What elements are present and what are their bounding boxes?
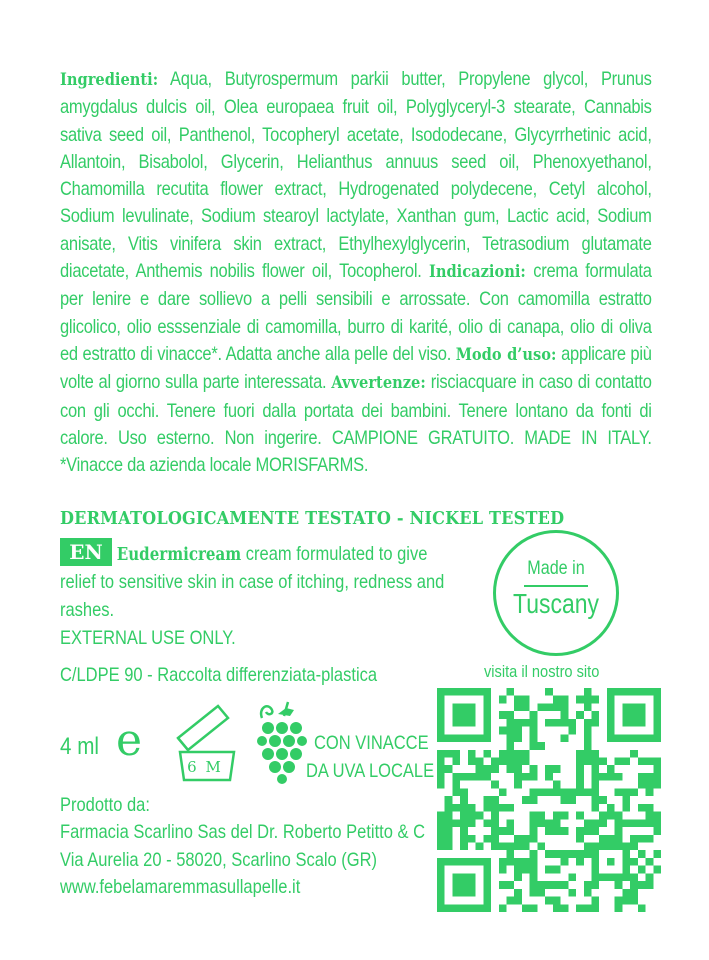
indications-label: Indicazioni: — [428, 262, 526, 283]
grape-icon — [256, 700, 310, 784]
badge-line-1: Made in — [527, 558, 585, 579]
ingredients-text: Aqua, Butyrospermum parkii butter, Propylene glycol, Prunus amygdalus dulcis oil, Olea europaea fruit oil, Polyglyceryl-3 stearate, Cannabis sativa seed oil, Panthenol, Tocopheryl acetate, Isododecane, Glycyrrhetinic acid, Allantoin, Bisabolol, Glycerin, Helianthus annuus seed oil, Phenoxyethanol, Chamomilla recutita flower extract, Hydrogenated polydecene, Cetyl alcohol, Sodium levulinate, Sodium stearoyl lactylate, Xanthan gum, Lactic acid, Sodium anisate, Vitis vinifera skin extract, Ethylhexylglycerin, Tetrasodium glutamate diacetate, Anthemis nobilis flower oil, Tocopherol. — [60, 69, 652, 283]
usage-text: applicare più volte al giorno sulla parte interessata. — [60, 343, 652, 394]
ingredients-label: Ingredienti: — [60, 70, 159, 90]
producer-address: Via Aurelia 20 - 58020, Scarlino Scalo (GR) — [60, 849, 378, 871]
producer-website: www.febelamaremmasullapelle.it — [60, 876, 301, 898]
english-line-2: relief to sensitive skin in case of itching, redness and rashes. — [60, 572, 445, 621]
estimated-sign-icon: e — [116, 715, 143, 766]
en-language-tag: EN — [60, 538, 112, 566]
warnings-label: Avvertenze: — [331, 373, 426, 394]
producer-label: Prodotto da: — [60, 795, 150, 816]
producer-block — [60, 792, 425, 901]
usage-label: Modo d’uso: — [455, 344, 557, 365]
english-line-3: EXTERNAL USE ONLY. — [60, 628, 236, 649]
qr-code-icon — [437, 688, 661, 912]
recycling-code: C/LDPE 90 - Raccolta differenziata-plastica — [60, 665, 378, 686]
english-line-1: cream formulated to give — [241, 544, 428, 565]
producer-name: Farmacia Scarlino Sas del Dr. Roberto Petitto & C — [60, 822, 426, 844]
made-in-tuscany-badge — [493, 530, 619, 656]
qr-code[interactable] — [437, 688, 661, 912]
vinacce-line-1: CON VINACCE — [314, 733, 429, 754]
dermatological-tested-line: DERMATOLOGICAMENTE TESTATO - NICKEL TESTED — [60, 509, 565, 529]
badge-line-2: Tuscany — [513, 588, 599, 619]
vinacce-line-2: DA UVA LOCALE — [306, 761, 435, 782]
ingredients-paragraph — [60, 66, 652, 479]
badge-divider — [524, 585, 588, 587]
warnings-text: risciacquare in caso di contatto con gli occhi. Tenere fuori dalla portata dei bambini. Tenere lontano da fonti di calore. Uso esterno. Non ingerire. CAMPIONE GRATUITO. MADE IN ITALY. *Vinacce da azienda locale MORISFARMS. — [60, 372, 652, 477]
english-product-name: Eudermicream — [116, 545, 242, 565]
english-description — [60, 541, 490, 653]
pao-label: 6 M — [187, 758, 223, 776]
volume-label: 4 ml — [60, 733, 99, 760]
qr-caption: visita il nostro sito — [484, 662, 600, 681]
indications-text: crema formulata per lenire e dare sollievo a pelli sensibili e arrossate. Con camomilla estratto glicolico, olio esssenziale di camomilla, burro di karité, olio di canapa, olio di oliva ed estratto di vinacce*. Adatta anche alla pelle del viso. — [60, 261, 652, 365]
